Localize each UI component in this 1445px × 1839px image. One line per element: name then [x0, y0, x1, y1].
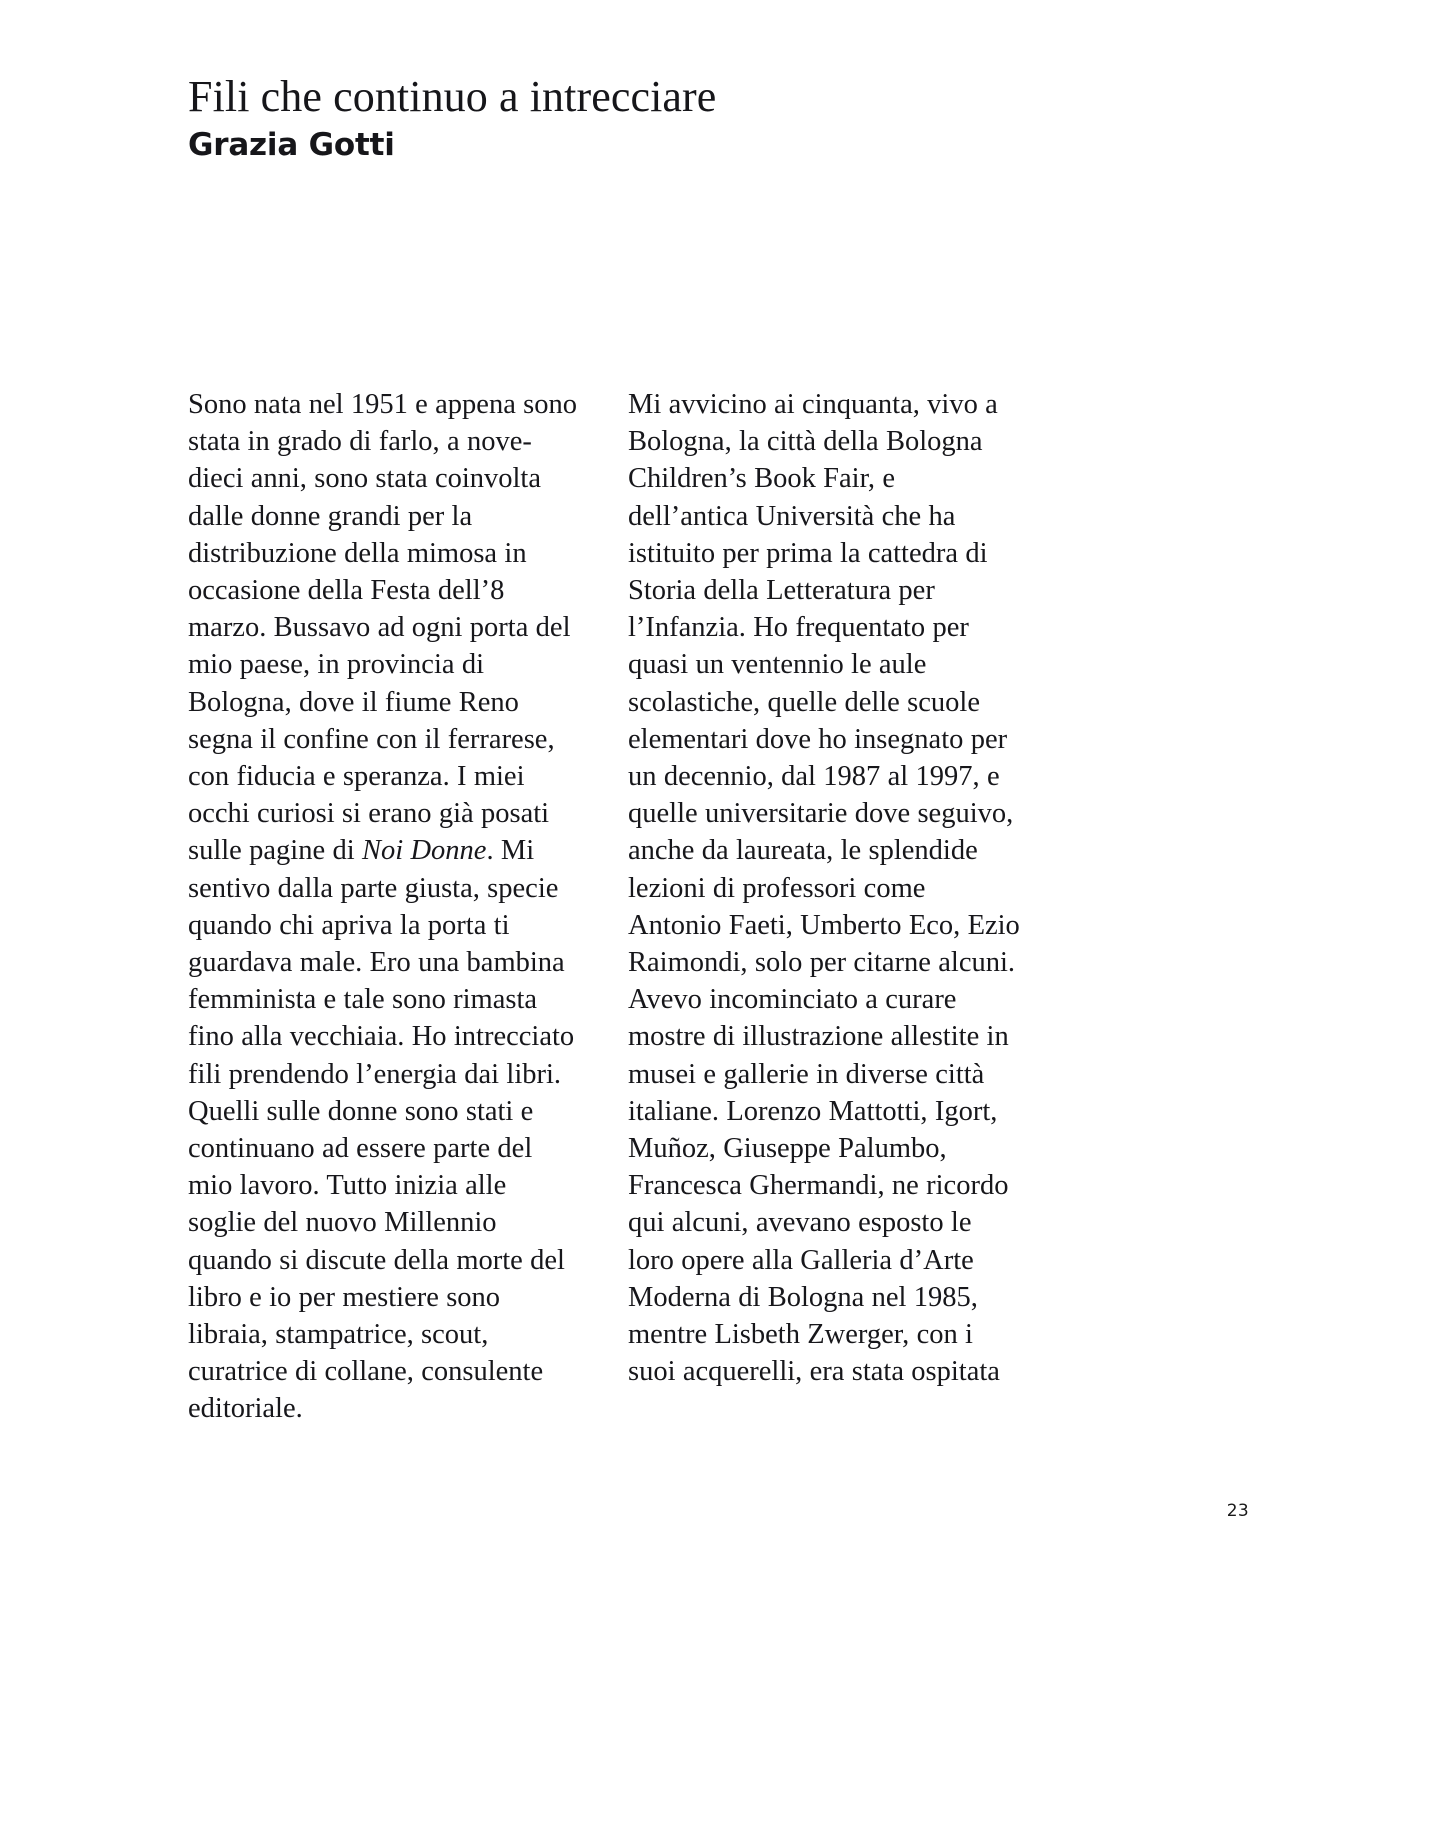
page-number: 23: [1226, 1501, 1249, 1521]
right-text: Mi avvicino ai cinquanta, vivo a Bologna, la città della Bologna Children’s Book Fair, e dell’antica Università che ha istituito per prima la cattedra di Storia della Letteratura per l’Infanzia. Ho frequentato per quasi un ventennio le aule scolastiche, quelle delle scuole elementari dove ho insegnato per un decennio, dal 1987 al 1997, e quelle universitarie dove seguivo, anche da laureata, le splendide lezioni di professori come Antonio Faeti, Umberto Eco, Ezio Raimondi, solo per citarne alcuni. Avevo incominciato a curare mostre di illustrazione allestite in musei e gallerie in diverse città italiane. Lorenzo Mattotti, Igort, Muñoz, Giuseppe Palumbo, Francesca Ghermandi, ne ricordo qui alcuni, avevano esposto le loro opere alla Galleria d’Arte Moderna di Bologna nel 1985, mentre Lisbeth Zwerger, con i suoi acquerelli, era stata ospitata: [628, 389, 1020, 1388]
magazine-title-noi-donne: Noi Donne: [361, 835, 487, 867]
page-header: [188, 72, 1248, 166]
left-text-before-italic: Sono nata nel 1951 e appena sono stata in grado di farlo, a nove-dieci anni, sono stata coinvolta dalle donne grandi per la distribuzione della mimosa in occasione della Festa dell’8 marzo. Bussavo ad ogni porta del mio paese, in provincia di Bologna, dove il fiume Reno segna il confine con il ferrarese, con fiducia e speranza. I miei occhi curiosi si erano già posati sulle pagine di: [188, 389, 578, 867]
column-right: [628, 386, 1020, 1428]
paragraph-left: [188, 386, 580, 1428]
paragraph-right: [628, 386, 1020, 1390]
page-title: Fili che continuo a intrecciare: [188, 72, 717, 121]
column-left: [188, 386, 580, 1428]
page-author: Grazia Gotti: [188, 127, 395, 164]
left-text-after-italic: . Mi sentivo dalla parte giusta, specie quando chi apriva la porta ti guardava male. Ero una bambina femminista e tale sono rimasta fino alla vecchiaia. Ho intrecciato fili prendendo l’energia dai libri. Quelli sulle donne sono stati e continuano ad essere parte del mio lavoro. Tutto inizia alle soglie del nuovo Millennio quando si discute della morte del libro e io per mestiere sono libraia, stampatrice, scout, curatrice di collane, consulente editoriale.: [188, 835, 575, 1425]
body-columns: [188, 386, 1248, 1428]
